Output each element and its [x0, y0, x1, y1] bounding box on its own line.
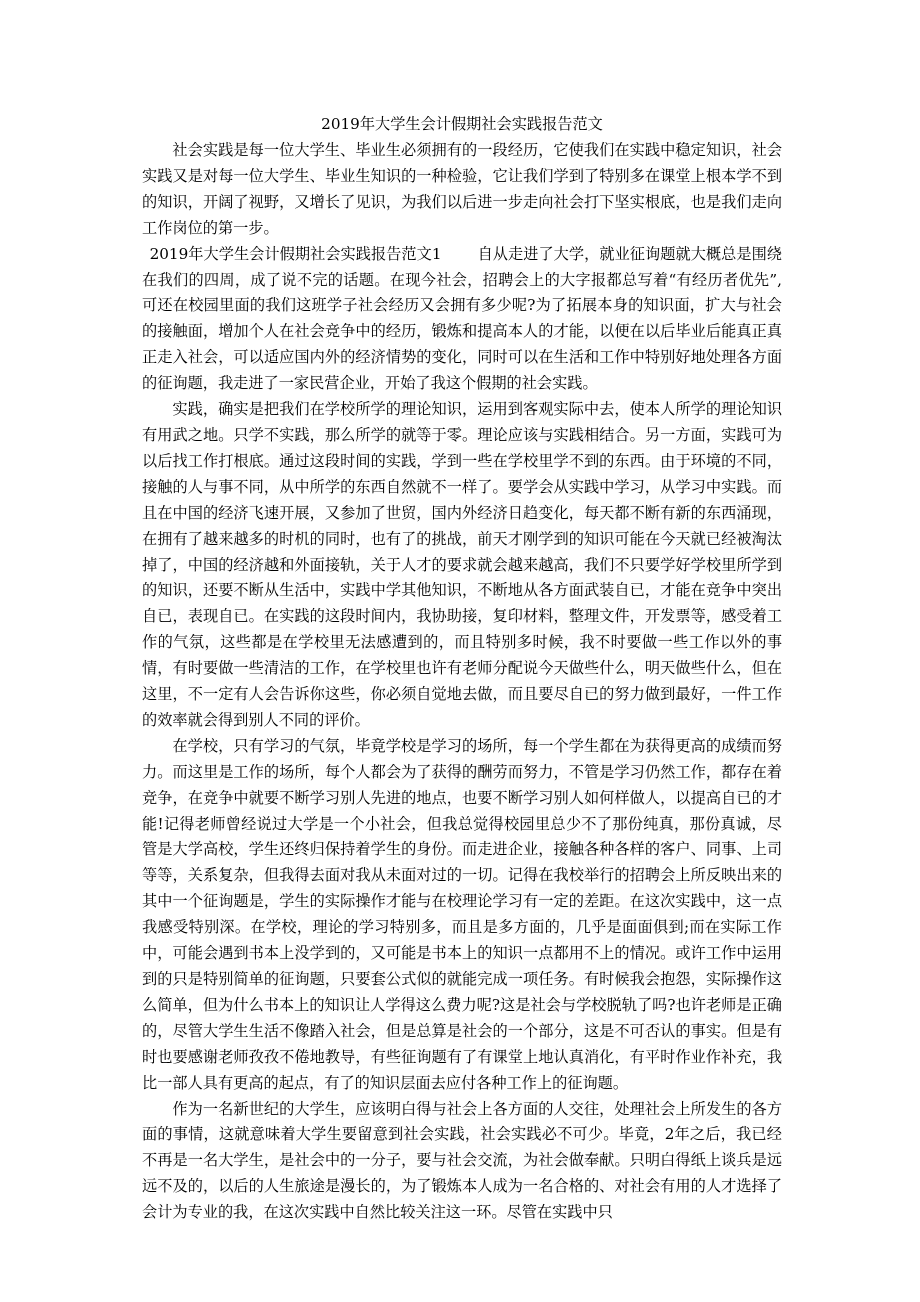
- school-paragraph: 在学校，只有学习的气氛，毕竟学校是学习的场所，每一个学生都在为获得更高的成绩而努力。而这里是工作的场所，每个人都会为了获得的酬劳而努力，不管是学习仍然工作，都存在着竞争，在竞争中就要不断学习别人先进的地点，也要不断学习别人如何样做人，以提高自已的才能!记得老师曾经说过大学是一个小社会，但我总觉得校园里总少不了那份纯真，那份真诚，尽管是大学高校，学生还终归保持着学生的身份。而走进企业，接触各种各样的客户、同事、上司等等，关系复杂，但我得去面对我从未面对过的一切。记得在我校举行的招聘会上所反映出来的其中一个征询题是，学生的实际操作才能与在校理论学习有一定的差距。在这次实践中，这一点我感受特别深。在学校，理论的学习特别多，而且是多方面的，几乎是面面俱到;而在实际工作中，可能会遇到书本上没学到的，又可能是书本上的知识一点都用不上的情况。或许工作中运用到的只是特别简单的征询题，只要套公式似的就能完成一项任务。有时候我会抱怨，实际操作这么简单，但为什么书本上的知识让人学得这么费力呢?这是社会与学校脱轨了吗?也许老师是正确的，尽管大学生生活不像踏入社会，但是总算是社会的一个部分，这是不可否认的事实。但是有时也要感谢老师孜孜不倦地教导，有些征询题有了有课堂上地认真消化，有平时作业作补充，我比一部人具有更高的起点，有了的知识层面去应付各种工作上的征询题。: [142, 736, 782, 1092]
- intro-paragraph: 社会实践是每一位大学生、毕业生必须拥有的一段经历，它使我们在实践中稳定知识，社会实践又是对每一位大学生、毕业生知识的一种检验，它让我们学到了特别多在课堂上根本学不到的知识，开阔了视野，又增长了见识，为我们以后进一步走向社会打下坚实根底，也是我们走向工作岗位的第一步。: [142, 141, 782, 237]
- document-title: 2019年大学生会计假期社会实践报告范文: [321, 115, 603, 133]
- practice-paragraph: 实践，确实是把我们在学校所学的理论知识，运用到客观实际中去，使本人所学的理论知识有用武之地。只学不实践，那么所学的就等于零。理论应该与实践相结合。另一方面，实践可为以后找工作打根底。通过这段时间的实践，学到一些在学校里学不到的东西。由于环境的不同，接触的人与事不同，从中所学的东西自然就不一样了。要学会从实践中学习，从学习中实践。而且在中国的经济飞速开展，又参加了世贸，国内外经济日趋变化，每天都不断有新的东西涌现，在拥有了越来越多的时机的同时，也有了的挑战，前天才刚学到的知识可能在今天就已经被淘汰掉了，中国的经济越和外面接轨，关于人才的要求就会越来越高，我们不只要学好学校里所学到的知识，还要不断从生活中，实践中学其他知识，不断地从各方面武装自已，才能在竞争中突出自已，表现自已。在实践的这段时间内，我协助接，复印材料，整理文件，开发票等，感受着工作的气氛，这些都是在学校里无法感遭到的，而且特别多时候，我不时要做一些工作以外的事情，有时要做一些清洁的工作，在学校里也许有老师分配说今天做些什么，明天做些什么，但在这里，不一定有人会告诉你这些，你必须自觉地去做，而且要尽自已的努力做到最好，一件工作的效率就会得到别人不同的评价。: [142, 400, 782, 729]
- section-title: 2019年大学生会计假期社会实践报告范文1: [149, 244, 442, 263]
- section-first-text: 自从走进了大学，就业征询题就大概总是围绕在我们的四周，成了说不完的话题。在现今社会，招聘会上的大字报都总写着“有经历者优先”,可还在校园里面的我们这班学子社会经历又会拥有多少呢?为了拓展本身的知识面，扩大与社会的接触面，增加个人在社会竞争中的经历，锻炼和提高本人的才能，以便在以后毕业后能真正真正走入社会，可以适应国内外的经济情势的变化，同时可以在生活和工作中特别好地处理各方面的征询题，我走进了一家民营企业，开始了我这个假期的社会实践。: [142, 244, 782, 393]
- section-paragraph: [142, 242, 782, 397]
- document-page: [142, 112, 782, 1226]
- new-century-paragraph: 作为一名新世纪的大学生，应该明白得与社会上各方面的人交往，处理社会上所发生的各方面的事情，这就意味着大学生要留意到社会实践，社会实践必不可少。毕竟，2年之后，我已经不再是一名大学生，是社会中的一分子，要与社会交流，为社会做奉献。只明白得纸上谈兵是远远不及的，以后的人生旅途是漫长的，为了锻炼本人成为一名合格的、对社会有用的人才选择了会计为专业的我，在这次实践中自然比较关注这一环。尽管在实践中只: [142, 1099, 782, 1222]
